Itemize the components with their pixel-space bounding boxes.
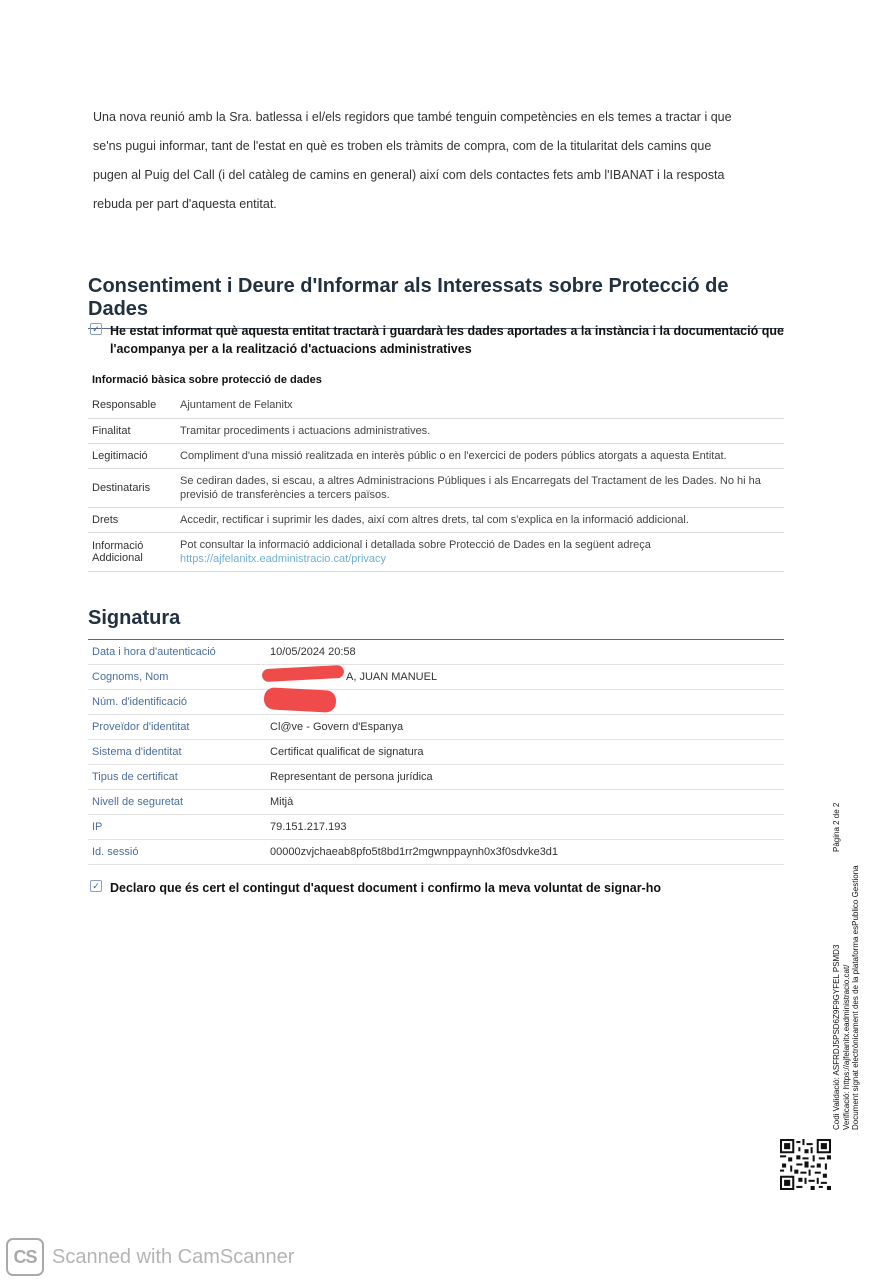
table-row (88, 840, 784, 865)
table-row (88, 468, 784, 507)
table-row (88, 443, 784, 468)
row-key: IP (88, 815, 270, 840)
row-key: Responsable (88, 393, 180, 418)
additional-info-text: Pot consultar la informació addicional i detallada sobre Protecció de Dades en la següent adreça (180, 538, 651, 551)
intro-paragraph (93, 103, 783, 219)
row-value: Se cediran dades, si escau, a altres Administracions Públiques i als Encarregats del Tractament de les Dades. No hi ha previsió de transferències a tercers països. (180, 468, 784, 507)
row-key: Tipus de certificat (88, 765, 270, 790)
row-value (270, 690, 784, 715)
table-row (88, 765, 784, 790)
row-key: Cognoms, Nom (88, 665, 270, 690)
row-value: 79.151.217.193 (270, 815, 784, 840)
row-value (180, 532, 784, 571)
row-value: Accedir, rectificar i suprimir les dades, així com altres drets, tal com s'explica en la informació addicional. (180, 507, 784, 532)
name-value: A, JUAN MANUEL (346, 671, 438, 683)
row-value: Mitjà (270, 790, 784, 815)
table-row (88, 393, 784, 418)
row-key: Informació Addicional (88, 532, 180, 571)
consent-text: He estat informat què aquesta entitat tractarà i guardarà les dades aportades a la instància i la documentació que l'acompanya per a la realització d'actuacions administratives (110, 324, 784, 356)
table-row (88, 790, 784, 815)
row-value: 00000zvjchaeab8pfo5t8bd1rr2mgwnppaynh0x3f0sdvke3d1 (270, 840, 784, 865)
checkbox-checked-icon[interactable]: ✓ (90, 880, 102, 892)
row-key: Núm. d'identificació (88, 690, 270, 715)
signed-notice: Document signat electrònicament des de la plataforma esPublico Gestiona (851, 865, 860, 1130)
validation-code: Codi Validació: ASFRDJ5PSD6Z9F9GYFEL PSMD3 (832, 944, 841, 1130)
declaration-text: Declaro que és cert el contingut d'aquest document i confirmo la meva voluntat de signar-ho (110, 881, 661, 895)
row-key: Proveïdor d'identitat (88, 715, 270, 740)
data-protection-title: Consentiment i Deure d'Informar als Interessats sobre Protecció de Dades (88, 275, 784, 329)
data-protection-table (88, 393, 784, 572)
table-row (88, 507, 784, 532)
row-value: Cl@ve - Govern d'Espanya (270, 715, 784, 740)
table-row (88, 690, 784, 715)
table-row (88, 532, 784, 571)
side-validation-stamp (832, 865, 861, 1130)
declaration-checkbox-row[interactable] (90, 879, 784, 897)
signature-table (88, 639, 784, 865)
row-key: Drets (88, 507, 180, 532)
row-key: Legitimació (88, 443, 180, 468)
table-row (88, 665, 784, 690)
camscanner-watermark (6, 1238, 294, 1276)
privacy-link[interactable]: https://ajfelanitx.eadministracio.cat/privacy (180, 552, 387, 565)
row-value: Ajuntament de Felanitx (180, 393, 784, 418)
row-value: Representant de persona jurídica (270, 765, 784, 790)
side-page-number (832, 803, 841, 852)
table-row (88, 640, 784, 665)
checkbox-checked-icon[interactable]: ✓ (90, 323, 102, 335)
redaction-mark (263, 687, 336, 713)
qr-code-icon (780, 1139, 831, 1190)
side-page-label: Pàgina 2 de 2 (832, 802, 841, 852)
intro-line: se'ns pugui informar, tant de l'estat en què es troben els tràmits de compra, com de la titularitat dels camins que (93, 139, 712, 153)
row-key: Sistema d'identitat (88, 740, 270, 765)
row-value: Compliment d'una missió realitzada en interès públic o en l'exercici de poders públics atorgats a aquesta Entitat. (180, 443, 784, 468)
camscanner-logo-icon: CS (6, 1238, 44, 1276)
row-value (270, 665, 784, 690)
row-key: Data i hora d'autenticació (88, 640, 270, 665)
camscanner-text: Scanned with CamScanner (52, 1245, 295, 1268)
row-value: Certificat qualificat de signatura (270, 740, 784, 765)
intro-line: rebuda per part d'aquesta entitat. (93, 197, 277, 211)
consent-checkbox-row[interactable] (90, 322, 784, 358)
verification-url: Verificació: https://ajfelanitx.eadministracio.cat/ (841, 964, 851, 1130)
signature-title: Signatura (88, 607, 181, 629)
row-key: Finalitat (88, 418, 180, 443)
table-row (88, 418, 784, 443)
row-value: 10/05/2024 20:58 (270, 640, 784, 665)
intro-line: Una nova reunió amb la Sra. batlessa i el/els regidors que també tenguin competències en els temes a tractar i que (93, 110, 732, 124)
table-row (88, 715, 784, 740)
row-key: Nivell de seguretat (88, 790, 270, 815)
row-key: Id. sessió (88, 840, 270, 865)
table-row (88, 740, 784, 765)
data-protection-caption: Informació bàsica sobre protecció de dades (92, 374, 322, 386)
intro-line: pugen al Puig del Call (i del catàleg de camins en general) així com dels contactes fets amb l'IBANAT i la resposta (93, 168, 725, 182)
table-row (88, 815, 784, 840)
row-value: Tramitar procediments i actuacions administratives. (180, 418, 784, 443)
row-key: Destinataris (88, 468, 180, 507)
